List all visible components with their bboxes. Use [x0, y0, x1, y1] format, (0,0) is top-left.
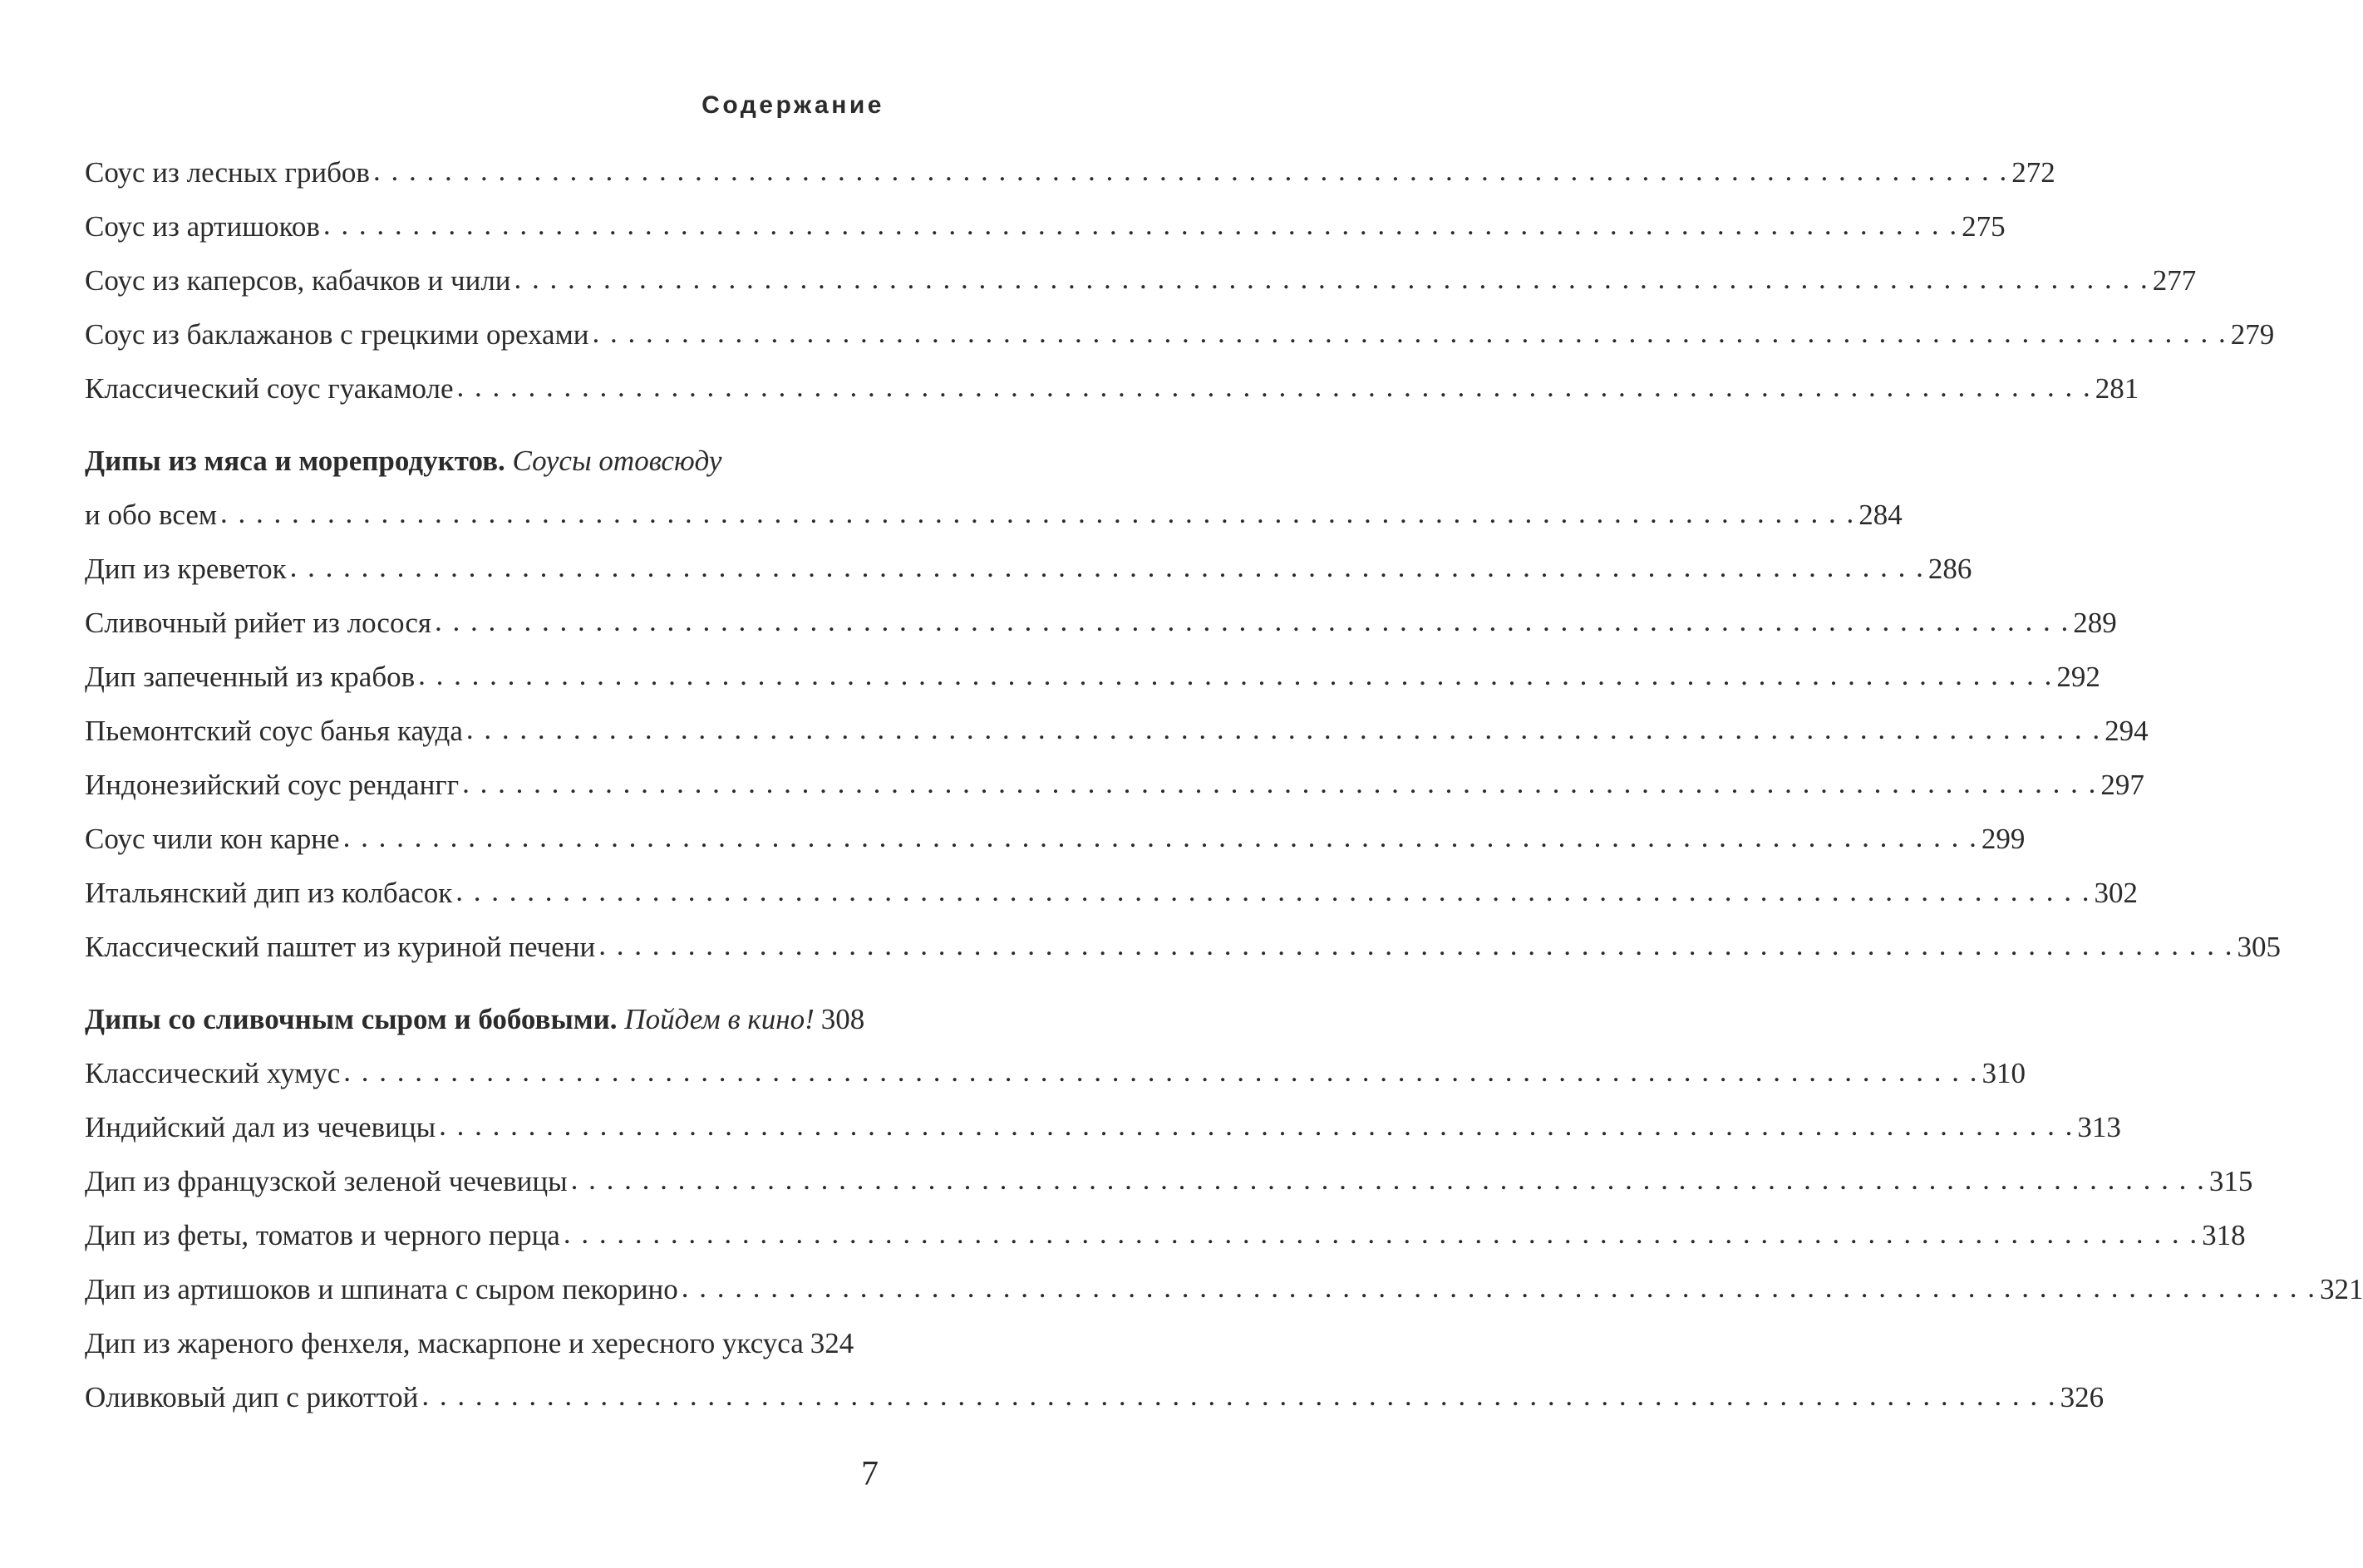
- dot-leader: [418, 648, 2053, 702]
- dot-leader: [421, 1369, 2056, 1423]
- toc-entry-title: Соус из артишоков: [85, 210, 320, 243]
- toc-entry-title: Соус из лесных грибов: [85, 156, 370, 189]
- table-of-contents: [85, 145, 2363, 1424]
- toc-entry-title: Сливочный рийет из лосося: [85, 607, 431, 639]
- toc-entry-title: Дип из креветок: [85, 553, 287, 585]
- toc-entry-page: 294: [2105, 715, 2149, 747]
- toc-entry-title: Дип из артишоков и шпината с сыром пекорино: [85, 1273, 678, 1305]
- toc-entry-title: Дип из французской зеленой чечевицы: [85, 1165, 568, 1197]
- toc-entry[interactable]: [85, 1046, 2026, 1100]
- toc-entry[interactable]: [85, 1154, 2253, 1208]
- section-heading[interactable]: [85, 434, 838, 488]
- section-heading-bold: Дипы со сливочным сыром и бобовыми.: [85, 1003, 618, 1035]
- toc-entry-page: 275: [1962, 210, 2006, 243]
- toc-entry-page: 277: [2152, 264, 2197, 297]
- toc-entry-title: Дип запеченный из крабов: [85, 661, 416, 693]
- toc-entry[interactable]: [85, 199, 2006, 253]
- section-heading[interactable]: [85, 992, 865, 1046]
- dot-leader: [373, 144, 2008, 198]
- section-heading-subtitle: Соусы отовсюду: [512, 445, 722, 477]
- toc-entry[interactable]: [85, 542, 1972, 596]
- dot-leader: [457, 360, 2092, 414]
- section-heading-bold: Дипы из мяса и морепродуктов.: [85, 445, 505, 477]
- toc-entry[interactable]: [85, 307, 2275, 361]
- dot-leader: [598, 918, 2233, 972]
- toc-entry[interactable]: [85, 650, 2100, 704]
- toc-entry-title: Соус чили кон карне: [85, 823, 340, 855]
- toc-entry-title: Оливковый дип с рикоттой: [85, 1381, 419, 1413]
- section-heading-continuation[interactable]: [85, 488, 1903, 542]
- toc-entry-title: Соус из каперсов, кабачков и чили: [85, 264, 511, 297]
- dot-leader: [466, 702, 2101, 756]
- toc-entry[interactable]: [85, 1316, 854, 1370]
- section-heading-page: 308: [820, 1003, 865, 1035]
- toc-entry-title: Дип из жареного фенхеля, маскарпоне и хересного уксуса: [85, 1327, 804, 1359]
- toc-entry-page: 315: [2208, 1165, 2253, 1197]
- toc-entry[interactable]: [85, 253, 2197, 307]
- toc-entry[interactable]: [85, 758, 2144, 812]
- dot-leader: [564, 1207, 2198, 1261]
- section-heading-page: 284: [1858, 499, 1903, 531]
- toc-entry-page: 292: [2056, 661, 2100, 693]
- toc-entry-page: 313: [2077, 1111, 2121, 1143]
- page-number: 7: [861, 1455, 879, 1493]
- toc-entry-title: Итальянский дип из колбасок: [85, 877, 453, 909]
- section-heading-title: [85, 992, 815, 1046]
- dot-leader: [682, 1261, 2316, 1315]
- toc-entry[interactable]: [85, 596, 2117, 650]
- toc-entry[interactable]: [85, 1208, 2246, 1262]
- toc-entry[interactable]: [85, 866, 2139, 920]
- dot-leader: [343, 810, 1978, 864]
- toc-entry-title: Пьемонтский соус банья кауда: [85, 715, 463, 747]
- toc-entry[interactable]: [85, 1370, 2105, 1424]
- toc-entry-title: Индийский дал из чечевицы: [85, 1111, 436, 1143]
- toc-entry-page: 324: [810, 1327, 854, 1359]
- toc-entry-page: 272: [2011, 156, 2055, 189]
- dot-leader: [462, 756, 2097, 810]
- dot-leader: [571, 1153, 2206, 1207]
- dot-leader: [323, 198, 1958, 252]
- section-gap: [85, 415, 838, 434]
- toc-entry[interactable]: [85, 704, 2149, 758]
- dot-leader: [220, 486, 1855, 540]
- dot-leader: [343, 1045, 1978, 1099]
- dot-leader: [514, 252, 2149, 306]
- toc-entry-title: Классический хумус: [85, 1057, 341, 1089]
- dot-leader: [439, 1099, 2074, 1153]
- toc-entry-title: Дип из феты, томатов и черного перца: [85, 1219, 560, 1251]
- toc-entry-page: 302: [2094, 877, 2139, 909]
- toc-entry-page: 305: [2237, 931, 2281, 963]
- toc-entry-title: Классический соус гуакамоле: [85, 372, 454, 405]
- toc-entry-title: Индонезийский соус рендангг: [85, 769, 460, 801]
- dot-leader: [592, 306, 2227, 360]
- toc-entry-page: 310: [1981, 1057, 2026, 1089]
- toc-entry[interactable]: [85, 1262, 2363, 1316]
- toc-entry[interactable]: [85, 145, 2055, 199]
- toc-entry-page: 286: [1927, 553, 1972, 585]
- section-heading-subtitle-continuation: и обо всем: [85, 499, 218, 531]
- toc-entry-title: Соус из баклажанов с грецкими орехами: [85, 318, 589, 351]
- section-heading-subtitle: Пойдем в кино!: [624, 1003, 815, 1035]
- running-head: Содержание: [702, 91, 884, 119]
- toc-entry-page: 321: [2319, 1273, 2363, 1305]
- toc-entry-page: 289: [2073, 607, 2117, 639]
- toc-entry-page: 297: [2100, 769, 2144, 801]
- toc-entry-page: 281: [2095, 372, 2139, 405]
- dot-leader: [290, 540, 1925, 594]
- dot-leader: [455, 864, 2090, 918]
- toc-entry-page: 299: [1981, 823, 2026, 855]
- toc-entry-page: 326: [2060, 1381, 2105, 1413]
- toc-entry-title: Классический паштет из куриной печени: [85, 931, 596, 963]
- toc-entry-page: 279: [2230, 318, 2275, 351]
- toc-entry-page: 318: [2202, 1219, 2246, 1251]
- section-gap: [85, 974, 838, 992]
- toc-entry[interactable]: [85, 361, 2139, 415]
- toc-entry[interactable]: [85, 1100, 2121, 1154]
- section-heading-title: [85, 434, 721, 488]
- toc-entry[interactable]: [85, 812, 2026, 866]
- dot-leader: [435, 594, 2070, 648]
- toc-entry[interactable]: [85, 920, 2281, 974]
